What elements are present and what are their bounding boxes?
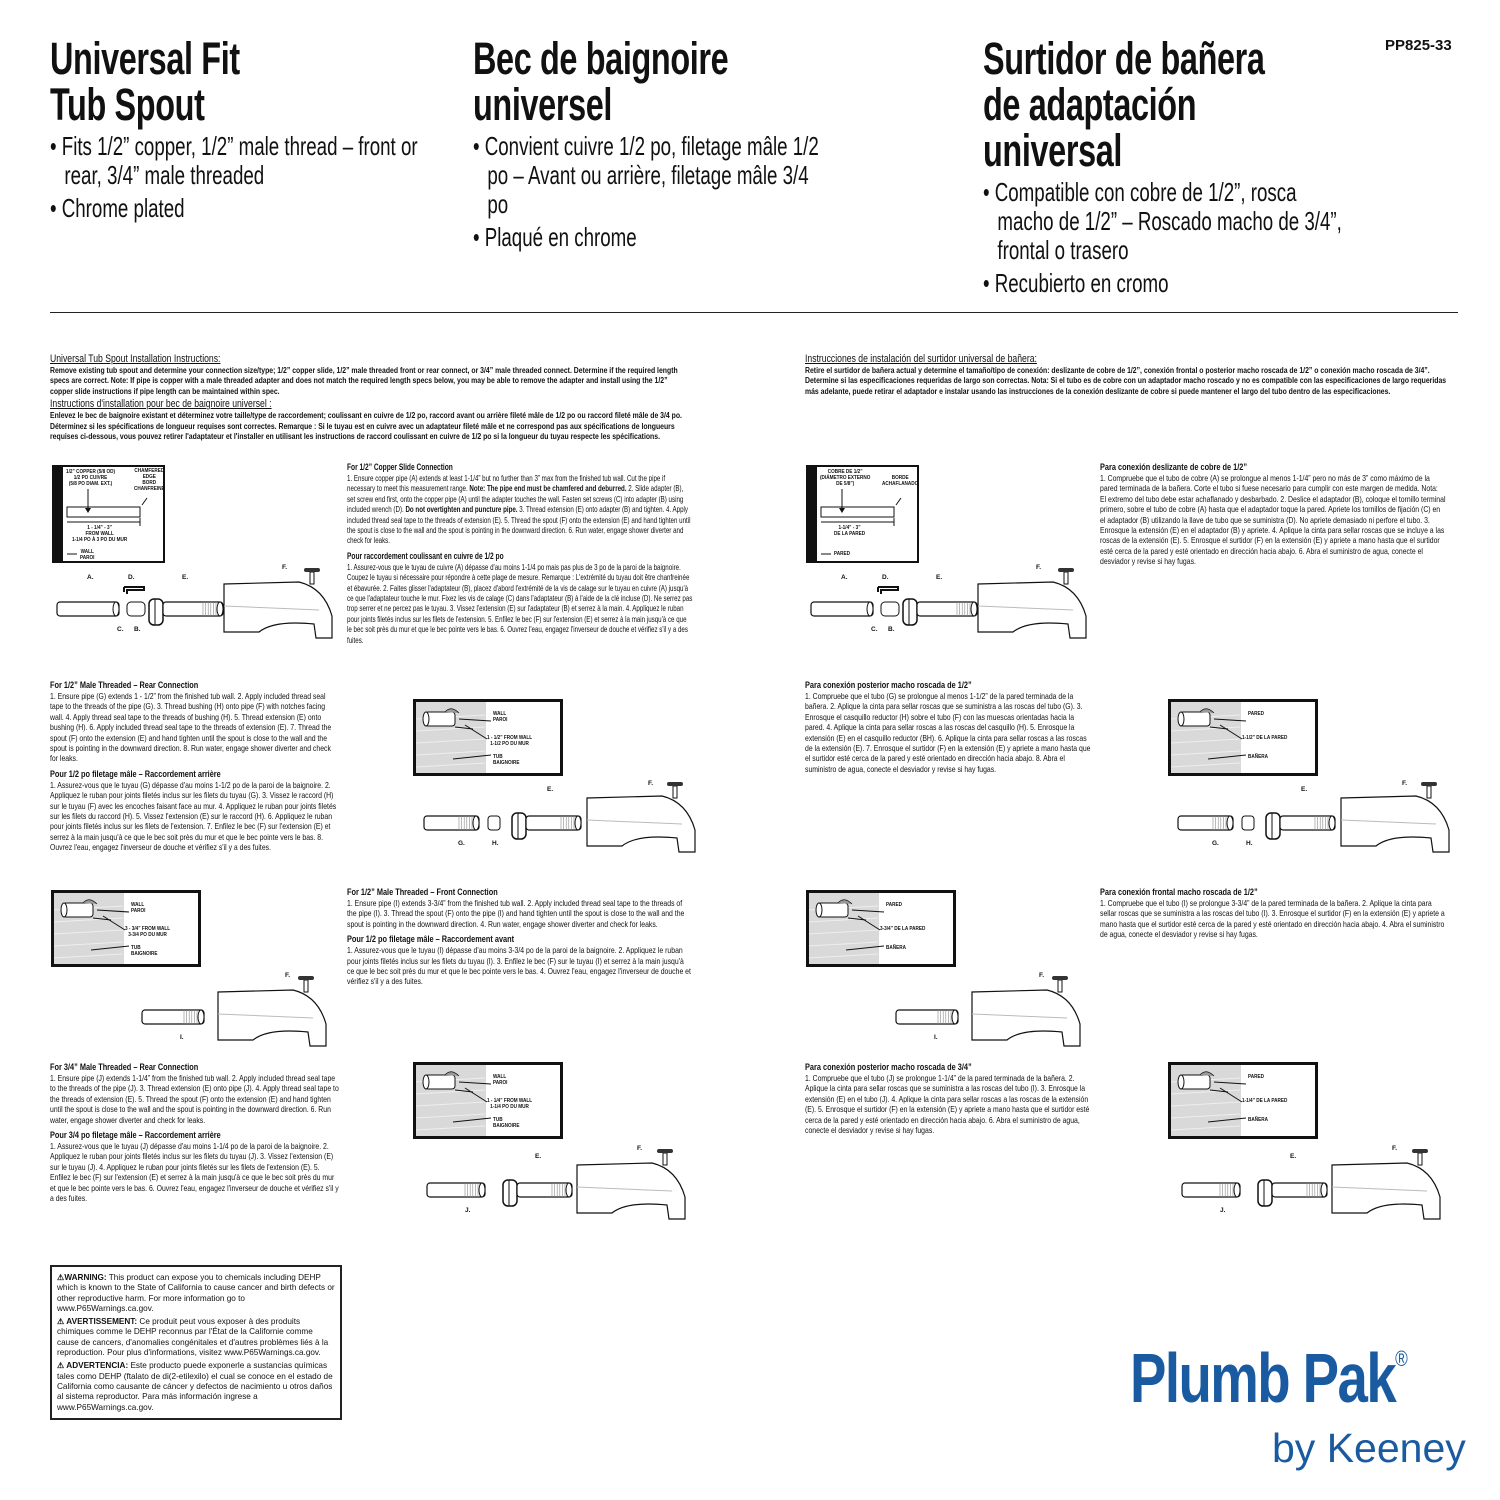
section-title-fr: Pour raccordement coulissant en cuivre de 1/2 po (347, 550, 504, 561)
header-english (50, 33, 453, 223)
warning-text: Ce produit peut vous exposer à des produits chimiques comme le DEHP reconnus par l'État de la Californie comme cause de cancers, d'anomalies congénitales et d'autres problèmes liés à la reproduction. Pour plus d'informations, visitez www.P65Warnings.ca.gov. (57, 1317, 329, 1358)
section-body-es: 1. Compruebe que el tubo (J) se prolongue 1-1/4” de la pared terminada de la bañera. 2. Aplique la cinta para sellar roscas que se suministra a las roscas del tubo (I). 3. Enrosque la extensión (E) en el tubo (J). 4. Aplique la cinta para sellar roscas a las roscas de la extensión (E). 5. Enrosque el surtidor (F) en la extensión (E) y apriete a mano hasta que el surtidor esté cerca de la pared y esté orientado en dirección hacia abajo. 6. Abra el suministro de agua, conecte el desviador y revise si hay fugas. (805, 1073, 1090, 1136)
part-label-f: F. (648, 780, 654, 787)
warning-label: ⚠ ADVERTENCIA: (57, 1361, 129, 1371)
bullet: • Fits 1/2” copper, 1/2” male thread – front or rear, 3/4” male threaded (50, 131, 418, 190)
section-body: 1. Ensure pipe (J) extends 1-1/4” from the finished tub wall. 2. Apply included thread seal tape to the threads of the pipe (J). 3. Thread extension (E) onto pipe (J). 4. Apply thread seal tape to the threads of extension (E). 5. Thread the spout (F) onto the extension (E) and hand tighten until the spout is close to the wall and the spout is pointing in the downward direction. 6. Run water, engage shower diverter and check for leaks. (50, 1073, 339, 1125)
title-spanish: Surtidor de bañera de adaptación universal (983, 33, 1265, 176)
spout-parts-drawing (1176, 778, 1461, 863)
section-body-es: 1. Compruebe que el tubo (G) se prolongue al menos 1-1/2” de la pared terminada de la bañera. 2. Aplique la cinta para sellar roscas que se suministra a las roscas del tubo (G). 3. Enrosque el casquillo reductor (H) sobre el tubo (F) con las muescas orientadas hacia la pared. 4. Aplique la cinta para sellar roscas a las roscas del casquillo (H). 5. Enrosque la extensión (E) en el casquillo reductor (BH). 6. Aplique la cinta para sellar roscas a las roscas de la extensión (E). 7. Enrosque el surtidor (F) en la extensión (E) y apriete a mano hasta que el surtidor esté cerca de la pared y esté orientado en dirección hacia abajo. 8. Abra el suministro de agua, conecte el desviador y revise si hay fugas. (805, 691, 1091, 774)
section-body-es: 1. Compruebe que el tubo (I) se prolongue 3-3/4” de la pared terminada de la bañera. 2. Aplique la cinta para sellar roscas que se suministra a las roscas del tubo (I). 3. Enrosque el surtidor (F) en la extensión (E) y apriete a mano hasta que el surtidor esté cerca de la pared y esté orientado en dirección hacia abajo. 4. Abra el suministro de agua, conecte el desviador y revise si hay fugas. (1100, 898, 1445, 940)
spout-assembly-diagram (894, 972, 1179, 1052)
part-label-f: F. (1039, 972, 1045, 979)
tub-label: BAÑERA (886, 945, 906, 951)
distance-label: 3-3/4” DE LA PARED (880, 926, 926, 932)
three-quarter-rear-instructions-es (805, 1062, 1095, 1140)
part-label-a: A. (87, 574, 94, 581)
registered-mark: ® (1395, 1346, 1407, 1371)
wall-tile-diagram (1168, 699, 1318, 776)
intro-heading-en: Universal Tub Spout Installation Instructions: (50, 353, 221, 365)
spout-assembly-diagram (422, 778, 707, 858)
intro-body-en: Remove existing tub spout and determine your connection size/type; 1/2” copper slide, 1/2” male threaded front or rear connect, or 3/4” male threaded connect. Determine if the required length specs are correct. Note: If pipe is copper with a male threaded adapter and does not match the required length specs below, you may be able to remove the adapter and install using the 1/2” copper slide instructions if pipe length can be maintained within spec. (50, 365, 678, 396)
text: 1. Ensure copper pipe (A) extends at least 1-1/4” but no further than 3” max from the finished tub wall. Cut the pipe if necessary to meet this measurement range. (347, 473, 666, 494)
title-english: Universal Fit Tub Spout (50, 33, 240, 130)
rear-half-inch-instructions-es (805, 680, 1093, 779)
wall-tile-diagram (1168, 1062, 1318, 1139)
text: 2. Slide adapter (B), set screw end first, onto the copper pipe (A) until the adapter touches the wall. Fasten set screws (C) into adapter (B) using included wrench (D). (347, 483, 684, 515)
intro-heading-fr: Instructions d'installation pour bec de baignoire universel : (50, 398, 272, 411)
part-label-j: J. (465, 1207, 471, 1214)
section-title: For 1/2” Male Threaded – Front Connection (347, 887, 498, 897)
brand-subtitle: by Keeney (1272, 1425, 1466, 1471)
brand-name: Plumb Pak (1130, 1339, 1396, 1417)
tub-label: BAÑERA (1248, 754, 1268, 760)
part-label-e: E. (182, 574, 189, 581)
length-label: 1-1/4” - 3” DE LA PARED (834, 525, 866, 537)
spout-parts-drawing (140, 972, 425, 1057)
header-french (473, 33, 833, 252)
part-label-a: A. (841, 574, 848, 581)
part-label-j: J. (1220, 1207, 1226, 1214)
rear-half-inch-instructions (50, 680, 338, 858)
section-title-fr: Pour 1/2 po filetage mâle – Raccordement arrière (50, 768, 221, 779)
warning-en (57, 1273, 335, 1314)
spout-assembly-diagram (52, 564, 337, 644)
spout-assembly-diagram (1180, 1145, 1465, 1225)
part-label-c: C. (117, 626, 124, 633)
divider (50, 312, 1458, 313)
intro-heading-es: Instrucciones de instalación del surtidor universal de bañera: (805, 353, 1037, 365)
section-title-es: Para conexión frontal macho roscada de 1/2” (1100, 887, 1258, 897)
wall-tile-diagram (51, 890, 201, 967)
bullet: • Compatible con cobre de 1/2”, rosca macho de 1/2” – Roscado macho de 3/4”, frontal o trasero (983, 177, 1342, 265)
bullet: • Chrome plated (50, 193, 185, 223)
prop65-warning-box (50, 1265, 342, 1420)
part-label-e: E. (1301, 786, 1308, 793)
distance-label: 1-1/2” DE LA PARED (1242, 735, 1288, 741)
intro-english-french (50, 352, 690, 443)
intro-body-fr: Enlevez le bec de baignoire existant et déterminez votre taille/type de raccordement; coulissant en cuivre de 1/2 po, raccord avant ou arrière fileté mâle de 1/2 po ou raccord fileté mâle de 3/4 po. Déterminez si les spécifications de longueur requises sont correctes. Remarque : Si le tuyau est en cuivre avec un adaptateur fileté mâle et ne correspond pas aux spécifications de longueurs requises ci-dessous, vous pouvez retirer l'adaptateur et l'installer en utilisant les instructions de raccord coulissant en cuivre de 1/2 po si la longueur du tuyau respecte les spécifications. (50, 410, 682, 442)
tub-label: TUB BAIGNOIRE (493, 754, 520, 766)
wall-label: PARED (886, 902, 903, 908)
pipe-label: COBRE DE 1/2” (DIÁMETRO EXTERNO DE 5/8”) (820, 469, 871, 487)
bullet: • Convient cuivre 1/2 po, filetage mâle 1/2 po – Avant ou arrière, filetage mâle 3/4 po (473, 131, 819, 219)
bullet: • Recubierto en cromo (983, 268, 1169, 298)
part-label-f: F. (637, 1145, 643, 1152)
spout-parts-drawing (806, 564, 1091, 649)
tub-label: BAÑERA (1248, 1117, 1268, 1123)
section-title: For 3/4” Male Threaded – Rear Connection (50, 1062, 199, 1072)
header-spanish (983, 33, 1357, 298)
warning-fr (57, 1317, 335, 1358)
section-title: For 1/2” Male Threaded – Rear Connection (50, 680, 199, 690)
tub-label: TUB BAIGNOIRE (131, 945, 158, 957)
spout-assembly-diagram (806, 564, 1091, 644)
pipe-label: 1/2” COPPER (5/8 OD) 1/2 PO CUIVRE (5/8 PO DIAM. EXT.) (66, 469, 116, 487)
distance-label: 1 - 1/4” FROM WALL 1-1/4 PO DU MUR (487, 1098, 533, 1110)
spout-parts-drawing (425, 1145, 710, 1230)
wall-label: PARED (1248, 1074, 1265, 1080)
section-body-fr: 1. Assurez-vous que le tuyau (G) dépasse d'au moins 1-1/2 po de la paroi de la baignoire. 2. Appliquez le ruban pour joints filetés inclus sur les filets du tuyau (G). 3. Vissez le raccord (H) sur le tuyau (F) avec les encoches faisant face au mur. 4. Appliquez le ruban pour joints filetés sur les filets du raccord (H). 5. Vissez l'extension (E) sur le raccord (H). 6. Appliquez le ruban pour joints filetés inclus sur les filets de l'extension. 7. Enfilez le bec (F) sur l'extension (E) et serrez à la main jusqu'à ce que le bec soit près du mur et que le bec pointe vers le bas. 8. Ouvrez l'eau, engagez l'inverseur de douche et vérifiez s'il y a des fuites. (50, 779, 337, 853)
part-label-h: H. (492, 840, 499, 847)
part-label-f: F. (282, 564, 288, 571)
section-body-fr: 1. Assurez-vous que le tuyau (J) dépasse d'au moins 1-1/4 po de la paroi de la baignoire. 2. Appliquez le ruban pour joints filetés inclus sur les filets du tuyau (J). 3. Vissez l'extension (E) sur le tuyau (J). 4. Appliquez le ruban pour joints filetés sur les filets de l'extension (E). 5. Enfilez le bec (F) sur l'extension (E) et serrez à la main jusqu'à ce que le bec soit près du mur et que le bec pointe vers le bas. 6. Ouvrez l'eau, engagez l'inverseur de douche et vérifiez s'il y a des fuites. (50, 1141, 339, 1204)
section-title-fr: Pour 3/4 po filetage mâle – Raccordement arrière (50, 1130, 221, 1141)
section-title-es: Para conexión deslizante de cobre de 1/2” (1100, 462, 1248, 472)
edge-label: BORDE ACHAFLANADO (882, 475, 919, 487)
part-label-b: B. (888, 626, 895, 633)
part-label-h: H. (1246, 840, 1253, 847)
three-quarter-rear-instructions (50, 1062, 340, 1208)
wall-label: WALL PAROI (131, 902, 146, 914)
part-label-c: C. (871, 626, 878, 633)
intro-spanish (805, 352, 1451, 398)
distance-label: 1 - 1/2” FROM WALL 1-1/2 PO DU MUR (487, 735, 533, 747)
wall-tile-diagram (413, 1062, 563, 1139)
warning-text: Este producto puede exponerle a sustancias químicas tales como DEHP (ftalato de di(2-etilexilo) el cual se conoce en el estado de California como causante de cáncer y defectos de nacimiento u otros daños al sistema reproductor. Para más información ingrese a www.P65Warnings.ca.gov. (57, 1361, 333, 1412)
section-body: 1. Ensure pipe (G) extends 1 - 1/2” from the finished tub wall. 2. Apply included thread seal tape to the threads of the pipe (G). 3. Thread bushing (H) onto pipe (F) with notches facing wall. 4. Apply thread seal tape to the threads of bushing (H). 5. Thread extension (E) onto bushing (H). 6. Apply included thread seal tape to the threads of extension (E). 7. Thread the spout (F) onto the extension (E) and hand tighten until the spout is close to the wall and the spout is pointing in the downward direction. 8. Run water, engage shower diverter and check for leaks. (50, 691, 332, 764)
wall-label: WALL PAROI (493, 1074, 508, 1086)
part-label-e: E. (1290, 1153, 1297, 1160)
spout-parts-drawing (894, 972, 1179, 1057)
section-title: For 1/2” Copper Slide Connection (347, 462, 453, 472)
wall-tile-diagram (806, 890, 956, 967)
edge-label: CHAMFERED EDGE BORD CHANFREINE (134, 468, 165, 492)
warning-label: ⚠ AVERTISSEMENT: (57, 1317, 138, 1327)
part-label-i: I. (934, 1034, 938, 1041)
section-body-fr: 1. Assurez-vous que le tuyau (I) dépasse d'au moins 3-3/4 po de la paroi de la baignoire. 2. Appliquez le ruban pour joints filetés inclus sur les filets du tuyau (I). 3. Enfilez le bec (F) sur le tuyau (I) et serrez à la main jusqu'à ce que le bec soit près du mur et que le bec pointe vers le bas. 4. Ouvrez l'eau, engagez l'inverseur de douche et vérifiez s'il y a des fuites. (347, 945, 691, 987)
title-french: Bec de baignoire universel (473, 33, 729, 130)
spout-assembly-diagram (1176, 778, 1461, 858)
pipe-measurement-diagram (806, 465, 919, 563)
part-label-d: D. (128, 574, 135, 581)
part-label-e: E. (535, 1153, 542, 1160)
part-label-d: D. (882, 574, 889, 581)
wall-label: PARED (1248, 711, 1265, 717)
section-body (347, 473, 693, 546)
warning-label: ⚠WARNING: (57, 1273, 107, 1282)
spout-parts-drawing (52, 564, 337, 649)
section-title-es: Para conexión posterior macho roscada de 1/2” (805, 680, 972, 690)
pipe-measurement-diagram (52, 465, 165, 563)
intro-body-es: Retire el surtidor de bañera actual y determine el tamaño/tipo de conexión: deslizante de cobre de 1/2”, conexión frontal o posterior macho roscada de 1/2” o conexión macho roscada de 3/4”. Determine si las especificaciones requeridas de largo son correctas. Nota: Si el tubo es de cobre con un adaptador macho roscado y no es compatible con las especificaciones de largo requeridas más adelante, puede retirar el adaptador e instalar usando las instrucciones de la conexión deslizante de cobre si puede mantener el largo del tubo dentro de las especificaciones. (805, 365, 1447, 396)
part-label-e: E. (547, 786, 554, 793)
part-label-f: F. (285, 972, 291, 979)
wall-label: WALL PAROI (80, 549, 95, 561)
distance-label: 1-1/4” DE LA PARED (1242, 1098, 1288, 1104)
warning-note: Do not overtighten and puncture pipe. (405, 504, 518, 515)
spout-assembly-diagram (425, 1145, 710, 1225)
text: 3. Thread extension (E) onto adapter (B) and tighten. 4. Apply included thread seal tape to the threads of extension (E). 5. Thread the spout (F) onto the extension (E) and hand tighten until the spout is close to the wall and the spout is pointing in the downward direction. 6. Run water, engage shower diverter and check for leaks. (347, 504, 691, 546)
wall-tile-diagram (413, 699, 563, 776)
section-title-fr: Pour 1/2 po filetage mâle – Raccordement avant (347, 934, 515, 945)
front-connection-instructions-es (1100, 887, 1446, 945)
brand-logo (1130, 1338, 1406, 1418)
tub-label: TUB BAIGNOIRE (493, 1117, 520, 1129)
spout-parts-drawing (1180, 1145, 1465, 1230)
spout-assembly-diagram (140, 972, 425, 1052)
part-label-g: G. (1212, 840, 1219, 847)
copper-slide-instructions (347, 462, 693, 650)
wall-label: WALL PAROI (493, 711, 508, 723)
part-label-i: I. (180, 1034, 184, 1041)
section-title-es: Para conexión posterior macho roscada de 3/4” (805, 1062, 972, 1072)
spout-parts-drawing (422, 778, 707, 863)
part-label-f: F. (1392, 1145, 1398, 1152)
part-label-g: G. (458, 840, 465, 847)
part-label-b: B. (134, 626, 141, 633)
part-label-f: F. (1036, 564, 1042, 571)
section-body-es: 1. Compruebe que el tubo de cobre (A) se prolongue al menos 1-1/4” pero no más de 3” como máximo de la pared terminada de la bañera. Corte el tubo si fuese necesario para cumplir con este margen de medida. Nota: El extremo del tubo debe estar achaflanado y desbarbado. 2. Deslice el adaptador (B), coloque el tornillo terminal primero, sobre el tubo de cobre (A) hasta que el adaptador toque la pared. Apriete los tornillos de fijación (C) en el adaptador (B) utilizando la llave de tubo que se suministra (D). No apriete demasiado ni perfore el tubo. 3. Enrosque la extensión (E) en el adaptador (B) y apriete. 4. Aplique la cinta para sellar roscas que se incluye a las roscas de la extensión (E). 5. Enrosque el surtidor (F) en la extensión (E) y apriete a mano hasta que el surtidor esté cerca de la pared y esté orientado en dirección hacia abajo. 6. Abra el suministro de agua, conecte el desviador y revise si hay fugas. (1100, 473, 1446, 567)
bullet: • Plaqué en chrome (473, 222, 637, 252)
length-label: 1 - 1/4” - 3” FROM WALL 1-1/4 PO À 3 PO DU MUR (72, 525, 128, 543)
warning-es (57, 1361, 335, 1412)
note: Note: The pipe end must be chamfered and deburred. (469, 483, 627, 494)
warning-text: This product can expose you to chemicals including DEHP which is known to the State of California to cause cancer and birth defects or other reproductive harm. For more information go to www.P65Warnings.ca.gov. (57, 1273, 335, 1313)
part-label-f: F. (1402, 780, 1408, 787)
section-body: 1. Ensure pipe (I) extends 3-3/4” from the finished tub wall. 2. Apply included thread seal tape to the threads of the pipe (I). 3. Thread the spout (F) onto the pipe (I) and hand tighten until the spout is close to the wall and the spout is pointing in the downward direction. 4. Run water, engage shower diverter and check for leaks. (347, 898, 685, 929)
part-label-e: E. (936, 574, 943, 581)
distance-label: 3 - 3/4” FROM WALL 3-3/4 PO DU MUR (125, 926, 171, 938)
copper-slide-instructions-es (1100, 462, 1446, 572)
wall-label: PARED (834, 551, 851, 557)
product-code: PP825-33 (1385, 37, 1452, 54)
section-body-fr: 1. Assurez-vous que le tuyau de cuivre (A) dépasse d'au moins 1-1/4 po mais pas plus de 3 po de la paroi de la baignoire. Coupez le tuyau si nécessaire pour répondre à cette plage de mesure. Remarque : L'extrémité du tuyau doit être chanfreinée et ébavurée. 2. Faites glisser l'adaptateur (B), placez d'abord l'extrémité de la vis de calage sur le tuyau en cuivre (A) jusqu'à ce que l'adaptateur touche le mur. Fixez les vis de calage (C) dans l'adaptateur (B) à l'aide de la clé incluse (D). Ne serrez pas trop serrer et ne percez pas le tuyau. 3. Vissez l'extension (E) sur l'adaptateur (B) et serrez à la main. 4. Appliquez le ruban pour joints filetés inclus sur les filets de l'extension. 5. Enfilez le bec (F) sur l'extension (E) et serrez à la main jusqu'à ce que le bec soit près du mur et que le bec pointe vers le bas. 6. Ouvrez l'eau, engagez l'inverseur de douche et vérifiez s'il y a des fuites. (347, 561, 693, 645)
